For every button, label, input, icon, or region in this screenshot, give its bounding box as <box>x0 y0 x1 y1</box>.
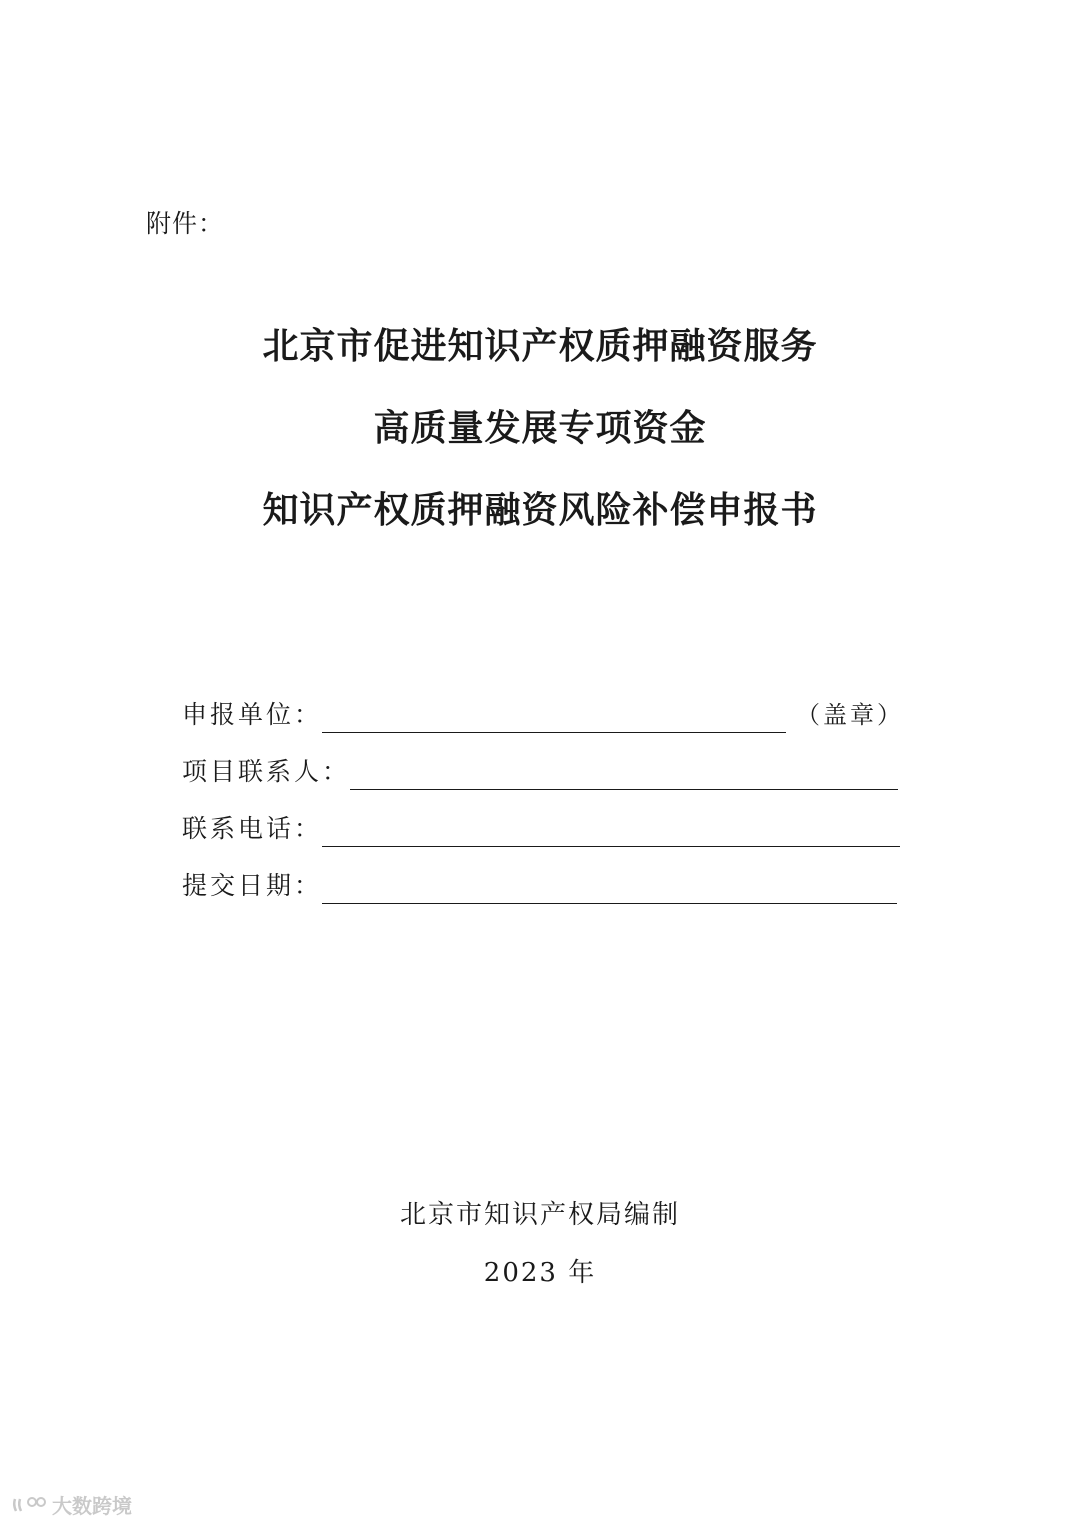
issuer-text: 北京市知识产权局编制 <box>399 1200 680 1230</box>
watermark <box>12 1490 132 1519</box>
phone-label: 联系电话： <box>182 814 323 843</box>
title-line-3: 知识产权质押融资风险补偿申报书 <box>262 490 818 531</box>
phone-row <box>182 794 922 851</box>
contact-field[interactable] <box>350 759 898 790</box>
date-label: 提交日期： <box>182 871 323 900</box>
title-line-1: 北京市促进知识产权质押融资服务 <box>262 326 818 367</box>
title-line-2: 高质量发展专项资金 <box>373 408 707 449</box>
year-text: 2023 年 <box>483 1258 597 1288</box>
date-row <box>182 851 922 908</box>
contact-row <box>182 737 922 794</box>
watermark-text: 大数跨境 <box>52 1494 132 1518</box>
document-title <box>0 322 1080 568</box>
attachment-label: 附件： <box>146 209 225 238</box>
applicant-row <box>182 680 922 737</box>
applicant-label: 申报单位： <box>182 700 323 729</box>
application-form <box>182 680 922 908</box>
phone-field[interactable] <box>322 816 900 847</box>
applicant-field[interactable] <box>322 702 786 733</box>
date-field[interactable] <box>322 873 897 904</box>
watermark-logo-icon <box>12 1495 48 1515</box>
seal-note: （盖章） <box>796 701 905 729</box>
contact-label: 项目联系人： <box>182 757 351 786</box>
